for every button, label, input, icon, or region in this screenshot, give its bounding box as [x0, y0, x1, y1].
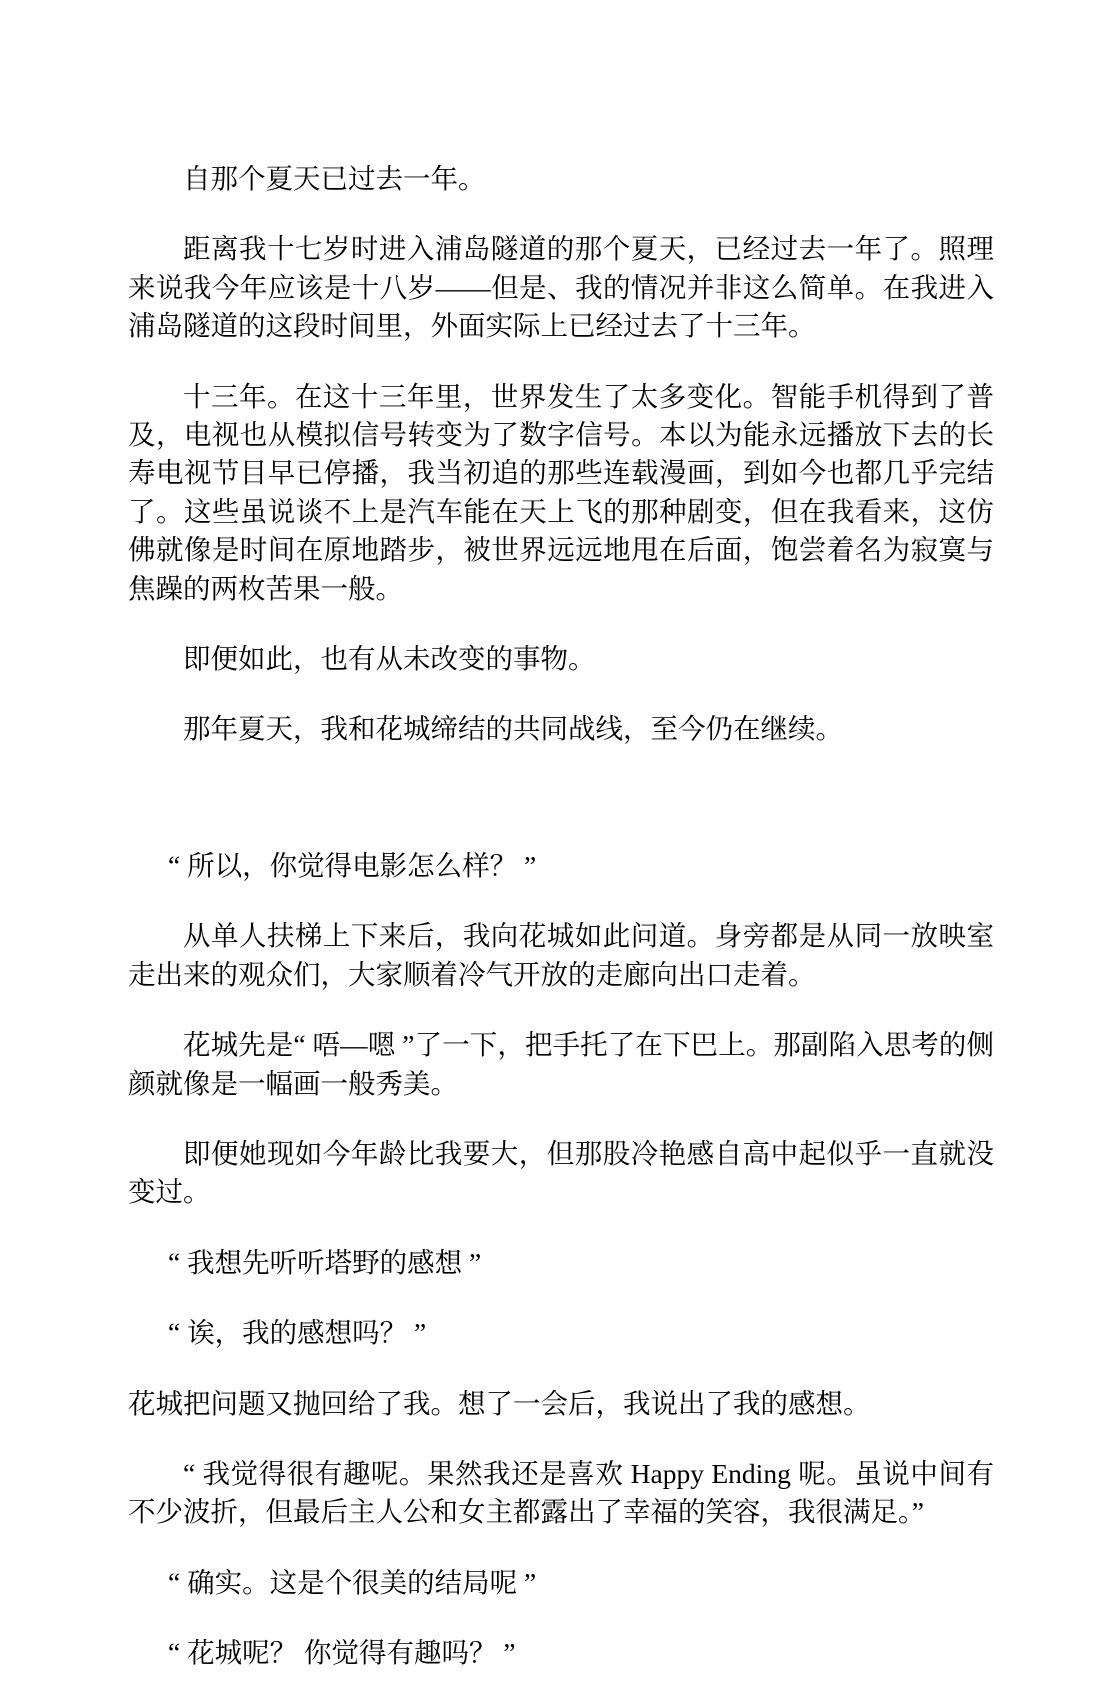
dialogue-line-4: “ 我觉得很有趣呢。果然我还是喜欢 Happy Ending 呢。虽说中间有不少波折，但最后主人公和女主都露出了幸福的笑容，我很满足。”	[128, 1457, 994, 1528]
paragraph-6: 从单人扶梯上下来后，我向花城如此问道。身旁都是从同一放映室走出来的观众们，大家顺着冷气开放的走廊向出口走着。	[128, 920, 994, 990]
paragraph-7: 花城先是“ 唔—嗯 ”了一下，把手托了在下巴上。那副陷入思考的侧颜就像是一幅画一般秀美。	[128, 1029, 994, 1099]
paragraph-3: 十三年。在这十三年里，世界发生了太多变化。智能手机得到了普及，电视也从模拟信号转变为了数字信号。本以为能永远播放下去的长寿电视节目早已停播，我当初追的那些连载漫画，到如今也都几乎完结了。这些虽说谈不上是汽车能在天上飞的那种剧变，但在我看来，这仿佛就像是时间在原地踏步，被世界远远地甩在后面，饱尝着名为寂寞与焦躁的两枚苦果一般。	[128, 380, 994, 604]
dialogue-line-6: “ 花城呢？ 你觉得有趣吗？ ”	[168, 1637, 516, 1669]
paragraph-4: 即便如此，也有从未改变的事物。	[183, 643, 596, 675]
dialogue-line-2: “ 我想先听听塔野的感想 ”	[168, 1246, 482, 1278]
scene-break	[128, 781, 994, 847]
paragraph-1: 自那个夏天已过去一年。	[183, 163, 486, 194]
paragraph-5: 那年夏天，我和花城缔结的共同战线，至今仍在继续。	[183, 713, 843, 745]
paragraph-2: 距离我十七岁时进入浦岛隧道的那个夏天，已经过去一年了。照理来说我今年应该是十八岁——但是、我的情况并非这么简单。在我进入浦岛隧道的这段时间里，外面实际上已经过去了十三年。	[128, 233, 994, 342]
paragraph-8: 即便她现如今年龄比我要大，但那股冷艳感自高中起似乎一直就没变过。	[128, 1137, 994, 1208]
dialogue-line-1: “ 所以，你觉得电影怎么样？ ”	[168, 849, 537, 881]
dialogue-line-5: “ 确实。这是个很美的结局呢 ”	[168, 1566, 537, 1598]
body-text-column	[128, 160, 994, 1705]
paragraph-9: 花城把问题又抛回给了我。想了一会后，我说出了我的感想。	[128, 1387, 871, 1419]
dialogue-line-3: “ 诶，我的感想吗？ ”	[168, 1317, 427, 1349]
